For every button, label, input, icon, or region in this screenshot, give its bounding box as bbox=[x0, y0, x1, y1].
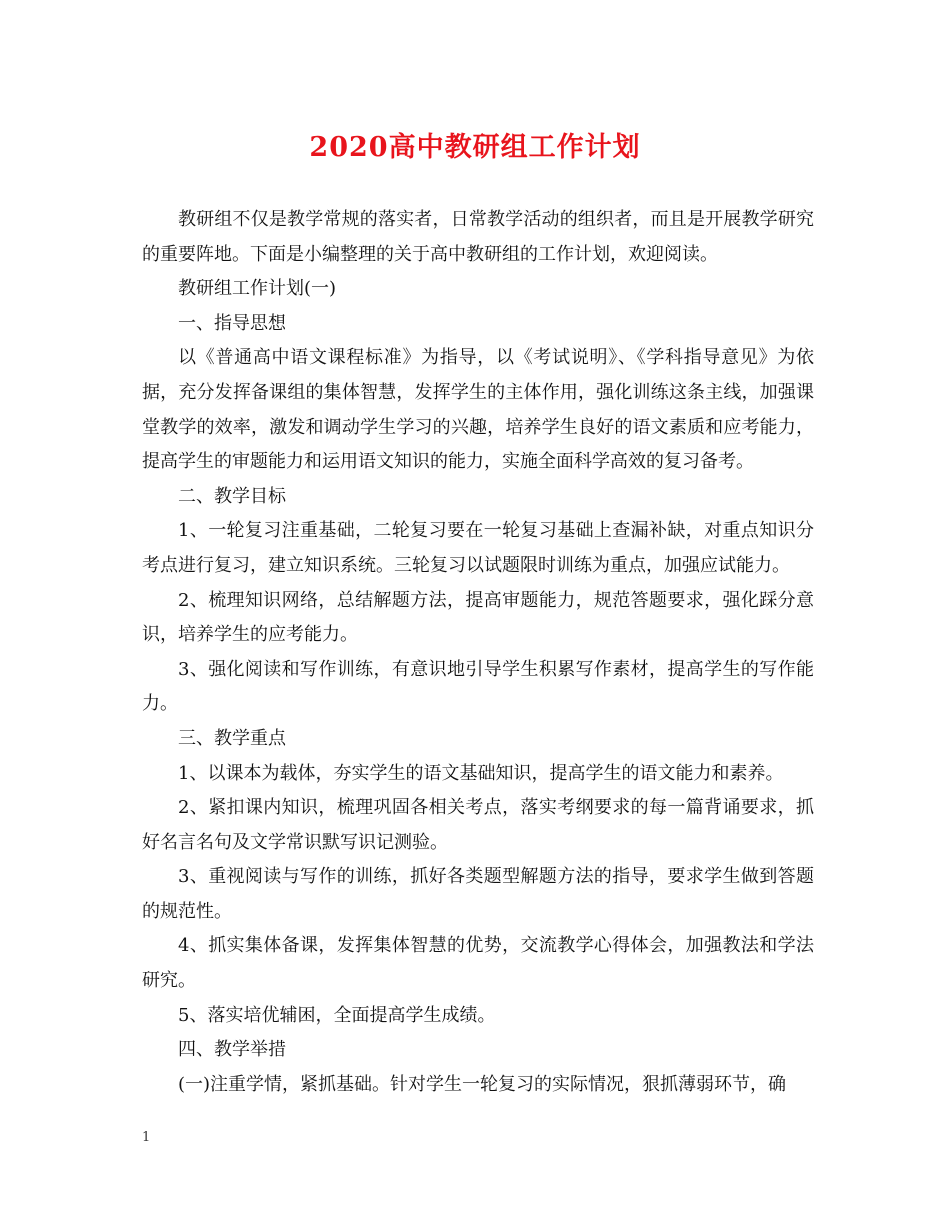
paragraph-focus-5: 5、落实培优辅困，全面提高学生成绩。 bbox=[178, 1004, 496, 1026]
paragraph-goal-1: 1、一轮复习注重基础，二轮复习要在一轮复习基础上查漏补缺，对重点知识分考点进行复习，建立知识系统。三轮复习以试题限时训练为重点，加强应试能力。 bbox=[142, 520, 814, 576]
page-number: 1 bbox=[142, 1130, 151, 1145]
paragraph-guiding-thought: 以《普通高中语文课程标准》为指导，以《考试说明》、《学科指导意见》为依据，充分发挥备课组的集体智慧，发挥学生的主体作用，强化训练这条主线，加强课堂教学的效率，激发和调动学生学习的兴趣，培养学生良好的语文素质和应考能力，提高学生的审题能力和运用语文知识的能力，实施全面科学高效的复习备考。 bbox=[142, 347, 814, 473]
paragraph-goal-3: 3、强化阅读和写作训练，有意识地引导学生积累写作素材，提高学生的写作能力。 bbox=[142, 658, 814, 715]
document-title: 2020高中教研组工作计划 bbox=[309, 132, 641, 163]
document-body bbox=[142, 203, 814, 1102]
paragraph-measure-1: (一)注重学情，紧抓基础。针对学生一轮复习的实际情况，狠抓薄弱环节，确 bbox=[178, 1073, 787, 1095]
paragraph-focus-3: 3、重视阅读与写作的训练，抓好各类题型解题方法的指导，要求学生做到答题的规范性。 bbox=[142, 866, 814, 922]
section-heading-teaching-measures: 四、教学举措 bbox=[178, 1039, 286, 1061]
section-heading-teaching-focus: 三、教学重点 bbox=[178, 727, 286, 749]
paragraph-focus-1: 1、以课本为载体，夯实学生的语文基础知识，提高学生的语文能力和素养。 bbox=[178, 762, 784, 784]
paragraph-goal-2: 2、梳理知识网络，总结解题方法，提高审题能力，规范答题要求，强化踩分意识，培养学生的应考能力。 bbox=[142, 589, 814, 646]
paragraph-plan-heading: 教研组工作计划(一) bbox=[178, 278, 337, 300]
paragraph-intro: 教研组不仅是教学常规的落实者，日常教学活动的组织者，而且是开展教学研究的重要阵地。下面是小编整理的关于高中教研组的工作计划，欢迎阅读。 bbox=[142, 209, 814, 265]
paragraph-focus-2: 2、紧扣课内知识，梳理巩固各相关考点，落实考纲要求的每一篇背诵要求，抓好名言名句及文学常识默写识记测验。 bbox=[142, 797, 814, 853]
paragraph-focus-4: 4、抓实集体备课，发挥集体智慧的优势，交流教学心得体会，加强教法和学法研究。 bbox=[142, 935, 814, 992]
section-heading-guiding-thought: 一、指导思想 bbox=[178, 312, 286, 334]
section-heading-teaching-goals: 二、教学目标 bbox=[178, 485, 286, 507]
